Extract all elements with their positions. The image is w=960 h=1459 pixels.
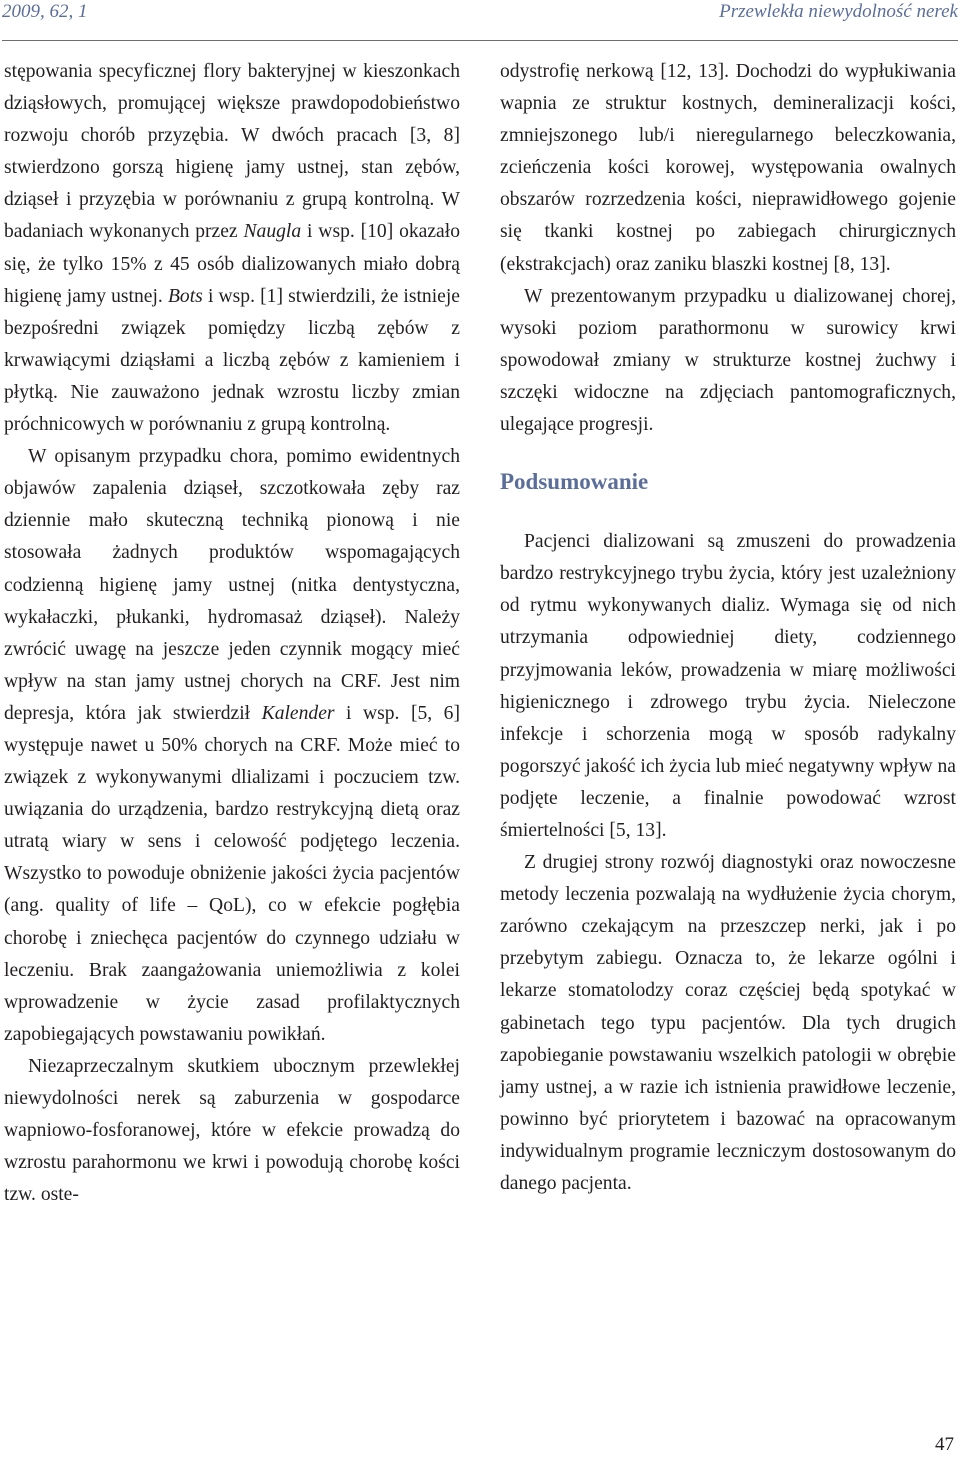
paragraph xyxy=(4,1051,460,1211)
left-column xyxy=(4,56,460,1211)
text-run: W prezentowanym przypadku u dializowanej chorej, wysoki poziom parathormonu w surowicy krwi spowodował zmiany w strukturze kostnej żuchwy i szczęki widoczne na zdjęciach pantomograficznych, ulegające progresji. xyxy=(500,285,956,436)
right-column xyxy=(500,56,956,1200)
journal-issue: 2009, 62, 1 xyxy=(2,1,88,22)
text-run: Z drugiej strony rozwój diagnostyki oraz nowoczesne metody leczenia pozwalają na wydłużenie życia chorym, zarówno czekającym na przeszczep nerki, jak i po przebytym zabiegu. Oznacza to, że lekarze ogólni i lekarze stomatolodzy coraz częściej będą spotykać w gabinetach tego typu pacjentów. Dla tych drugich zapobieganie powstawaniu wszelkich patologii w obrębie jamy ustnej, a w razie ich istnienia prawidłowe leczenie, powinno być priorytetem i bazować na opracowanym indywidualnym programie leczniczym dostosowanym do danego pacjenta. xyxy=(500,852,956,1194)
paragraph-continued xyxy=(4,56,460,441)
italic-author-name: Kalender xyxy=(261,702,335,724)
paragraph xyxy=(500,526,956,847)
paragraph xyxy=(4,441,460,1051)
running-title: Przewlekła niewydolność nerek xyxy=(719,1,958,22)
text-run: stępowania specyficznej flory bakteryjnej w kieszonkach dziąsłowych, promującej większe prawdopodobieństwo rozwoju chorób przyzębia. W dwóch pracach [3, 8] stwierdzono gorszą higienę jamy ustnej, stan zębów, dziąseł i przyzębia w porównaniu z grupą kontrolną. W badaniach wykonanych przez xyxy=(4,61,460,243)
text-run: Niezaprzeczalnym skutkiem ubocznym przewlekłej niewydolności nerek są zaburzenia w gospodarce wapniowo-fosforanowej, które w efekcie prowadzą do wzrostu parahormonu we krwi i powodują chorobę kości tzw. oste- xyxy=(4,1055,460,1206)
paragraph xyxy=(500,281,956,441)
text-run: W opisanym przypadku chora, pomimo ewidentnych objawów zapalenia dziąseł, szczotkowała zęby raz dziennie mało skuteczną techniką pionową i nie stosowała żadnych produktów wspomagających codzienną higienę jamy ustnej (nitka dentystyczna, wykałaczki, płukanki, hydromasaż dziąseł). Należy zwrócić uwagę na jeszcze jeden czynnik mogący mieć wpływ na stan jamy ustnej chorych na CRF. Jest nim depresja, która jak stwierdził xyxy=(4,446,460,724)
text-run: Pacjenci dializowani są zmuszeni do prowadzenia bardzo restrykcyjnego trybu życia, który jest uzależniony od rytmu wykonywanych dializ. Wymaga się od nich utrzymania odpowiedniej diety, codziennego przyjmowania leków, prowadzenia w miarę możliwości higienicznego i zdrowego trybu życia. Nieleczone infekcje i schorzenia mogą w sposób radykalny pogorszyć jakość ich życia lub mieć negatywny wpływ na podjęte leczenie, a finalnie powodować wzrost śmiertelności [5, 13]. xyxy=(500,531,956,841)
text-run: i wsp. [1] stwierdzili, że istnieje bezpośredni związek pomiędzy liczbą zębów z krwawiącymi dziąsłami a liczbą zębów z kamieniem i płytką. Nie zauważono jednak wzrostu liczby zmian próchnicowych w porównaniu z grupą kontrolną. xyxy=(4,285,460,436)
text-run: i wsp. [10] okazało się, że tylko 15% z 45 osób dializowanych miało dobrą higienę jamy ustnej. xyxy=(4,221,460,307)
running-header xyxy=(2,0,958,41)
section-heading-summary: Podsumowanie xyxy=(500,469,649,495)
paragraph-continued xyxy=(500,56,956,281)
paragraph xyxy=(500,847,956,1200)
italic-author-name: Naugla xyxy=(243,221,302,243)
text-run: odystrofię nerkową [12, 13]. Dochodzi do wypłukiwania wapnia ze struktur kostnych, demineralizacji kości, zmniejszonego lub/i nieregularnego beleczkowania, zcieńczenia kości korowej, występowania owalnych obszarów rozrzedzenia kości, nieprawidłowego gojenie się tkanki kostnej po zabiegach chirurgicznych (ekstrakcjach) oraz zaniku blaszki kostnej [8, 13]. xyxy=(500,61,956,275)
page-number: 47 xyxy=(935,1434,954,1455)
text-run: i wsp. [5, 6] występuje nawet u 50% chorych na CRF. Może mieć to związek z wykonywanymi dlializami i poczuciem tzw. uwiązania do urządzenia, bardzo restrykcyjną dietą oraz utratą wiary w sens i celowość podjętego leczenia. Wszystko to powoduje obniżenie jakości życia pacjentów (ang. quality of life – QoL), co w efekcie pogłębia chorobę i zniechęca pacjentów do czynnego udziału w leczeniu. Brak zaangażowania uniemożliwia z kolei wprowadzenie w życie zasad profilaktycznych zapobiegających powstawaniu powikłań. xyxy=(4,702,460,1045)
italic-author-name: Bots xyxy=(167,285,203,307)
